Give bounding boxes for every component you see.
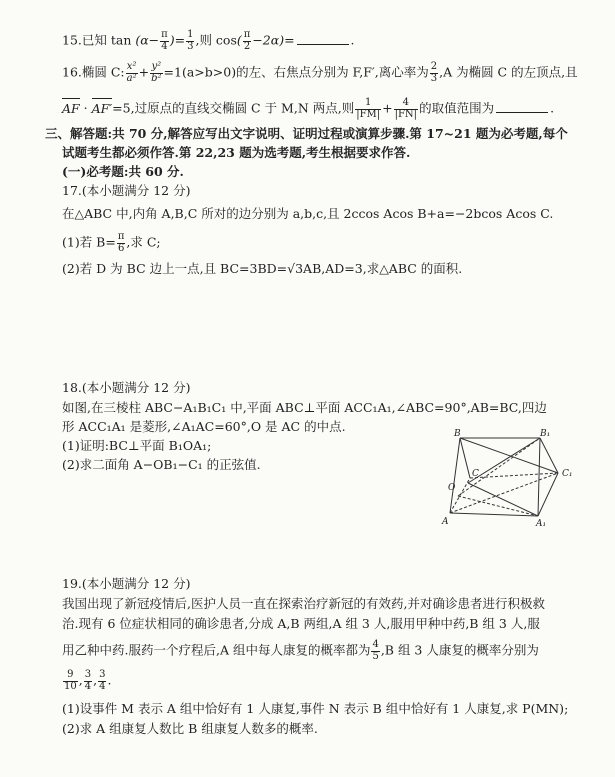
q19-frac-9-10: $\frac{9}{10}$ — [64, 669, 77, 692]
q18-part-2: (2)求二面角 A−OB₁−C₁ 的正弦值. — [62, 457, 261, 472]
q16-frac-y2-b2: $\frac{\text{y²}}{\text{b²}}$ — [151, 61, 162, 84]
label-a1: A₁ — [536, 519, 547, 528]
q18-heading: 18.(本小题满分 12 分) — [62, 380, 191, 395]
q17-part-1: (1)若 B= $\frac{\pi}{6}$ ,求 C; — [62, 231, 161, 254]
q17-part-2: (2)若 D 为 BC 边上一点,且 BC=3BD=√3AB,AD=3,求△ABC 的面积. — [62, 261, 463, 276]
q15-answer-blank — [297, 34, 349, 45]
q19-probabilities: $\frac{9}{10}$ , $\frac{3}{4}$ , $\frac{3}{4}$ . — [64, 669, 112, 692]
label-a: A — [442, 517, 449, 527]
q15-frac-pi-4: $\frac{\pi}{4}$ — [161, 29, 168, 52]
label-b: B — [454, 429, 461, 439]
q16-frac-1-fm: $\frac{1}{|FM|}$ — [356, 97, 381, 120]
q16-answer-blank — [496, 102, 548, 113]
q16-line-2: AF · AF′=5,过原点的直线交椭圆 C 于 M,N 两点,则 $\frac{1}{|FM|}$ + $\frac{4}{|FN|}$ 的取值范围为 . — [62, 97, 555, 120]
q19-stem-2: 治.现有 6 位症状相同的确诊患者,分成 A,B 两组,A 组 3 人,服用甲种中药,B 组 3 人,服 — [62, 616, 540, 631]
q19-frac-3-4-b: $\frac{3}{4}$ — [99, 669, 106, 692]
vector-af: AF — [62, 100, 80, 116]
q15-line: 15.已知 tan (α− $\frac{\pi}{4}$ )= $\frac{1}{3}$ ,则 cos( $\frac{\pi}{2}$ −2α)= . — [62, 29, 355, 52]
q15-frac-pi-2: $\frac{\pi}{2}$ — [243, 29, 251, 52]
q16-frac-4-fn: $\frac{4}{|FN|}$ — [394, 97, 418, 120]
q19-stem-3: 用乙种中药.服药一个疗程后,A 组中每人康复的概率都为 $\frac{4}{5}$ ,B 组 3 人康复的概率分别为 — [62, 639, 539, 662]
q19-frac-3-4-a: $\frac{3}{4}$ — [84, 669, 92, 692]
vector-af-prime: AF′ — [91, 100, 113, 116]
label-c: C — [472, 469, 479, 479]
q19-heading: 19.(本小题满分 12 分) — [62, 576, 191, 591]
q17-frac-pi-6: $\frac{\pi}{6}$ — [117, 231, 125, 254]
q17-stem: 在△ABC 中,内角 A,B,C 所对的边分别为 a,b,c,且 2ccos Acos B+a=−2bcos Acos C. — [62, 206, 554, 221]
section3-line-1: 三、解答题:共 70 分,解答应写出文字说明、证明过程或演算步骤.第 17~21 题为必考题,每个 — [45, 126, 568, 141]
q18-stem-1: 如图,在三棱柱 ABC−A₁B₁C₁ 中,平面 ABC⊥平面 ACC₁A₁,∠ABC=90°,AB=BC,四边 — [62, 400, 547, 415]
q16-frac-x2-a2: $\frac{\text{x²}}{\text{a²}}$ — [126, 61, 137, 84]
triangular-prism-figure — [440, 428, 580, 528]
q19-stem-1: 我国出现了新冠疫情后,医护人员一直在探索治疗新冠的有效药,并对确诊患者进行积极救 — [62, 596, 545, 611]
q16-frac-2-3: $\frac{2}{3}$ — [430, 61, 438, 84]
section3-subheading: (一)必考题:共 60 分. — [62, 164, 184, 179]
q17-heading: 17.(本小题满分 12 分) — [62, 183, 191, 198]
q18-part-1: (1)证明:BC⊥平面 B₁OA₁; — [62, 438, 212, 453]
label-c1: C₁ — [562, 469, 573, 479]
q19-part-1: (1)设事件 M 表示 A 组中恰好有 1 人康复,事件 N 表示 B 组中恰好有 1 人康复,求 P(MN); — [62, 701, 569, 716]
q19-part-2: (2)求 A 组康复人数比 B 组康复人数多的概率. — [62, 721, 318, 736]
label-o: O — [448, 483, 456, 493]
label-b1: B₁ — [540, 429, 551, 439]
q19-frac-4-5: $\frac{4}{5}$ — [372, 639, 379, 662]
section3-line-2: 试题考生都必须作答.第 22,23 题为选考题,考生根据要求作答. — [62, 145, 411, 160]
q15-frac-1-3: $\frac{1}{3}$ — [187, 29, 194, 52]
q18-stem-2: 形 ACC₁A₁ 是菱形,∠A₁AC=60°,O 是 AC 的中点. — [62, 419, 346, 434]
q16-line-1: 16.椭圆 C: $\frac{\text{x²}}{\text{a²}}$ + $\frac{\text{y²}}{\text{b²}}$ =1(a>b>0)的左、右焦点分别为 F,F′,离心率为 $\frac{2}{3}$ ,A 为椭圆 C 的左顶点,且 — [62, 61, 578, 84]
